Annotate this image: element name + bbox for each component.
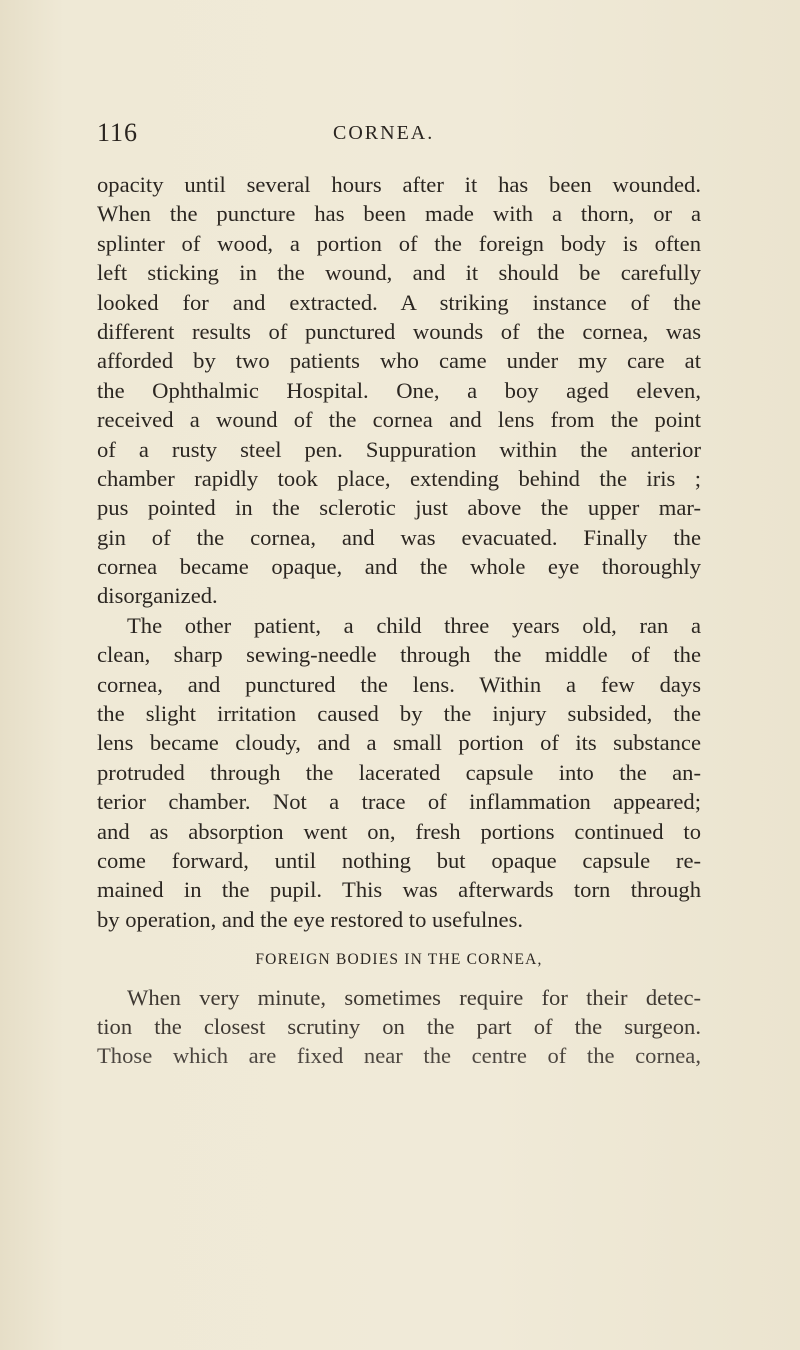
text-line: looked for and extracted. A striking instance of the bbox=[97, 289, 701, 315]
paragraph-1 bbox=[97, 170, 701, 611]
text-line: tion the closest scrutiny on the part of the surgeon. bbox=[97, 1013, 701, 1039]
text-line: The other patient, a child three years old, ran a bbox=[127, 612, 701, 638]
section-heading: FOREIGN BODIES IN THE CORNEA, bbox=[255, 951, 543, 969]
text-line: gin of the cornea, and was evacuated. Finally the bbox=[97, 524, 701, 550]
text-line: When very minute, sometimes require for their detec- bbox=[127, 984, 701, 1010]
text-line: terior chamber. Not a trace of inflammation appeared; bbox=[97, 789, 701, 815]
paragraph-2 bbox=[97, 611, 701, 934]
text-line: splinter of wood, a portion of the foreign body is often bbox=[97, 230, 701, 256]
text-line: afforded by two patients who came under my care at bbox=[97, 348, 701, 374]
text-line: cornea became opaque, and the whole eye thoroughly bbox=[97, 554, 701, 580]
text-line: and as absorption went on, fresh portions continued to bbox=[97, 818, 701, 844]
page-number: 116 bbox=[97, 118, 139, 147]
text-line: Those which are fixed near the centre of the cornea, bbox=[97, 1043, 701, 1069]
page-header bbox=[97, 118, 707, 158]
paragraph-3 bbox=[97, 983, 701, 1071]
text-line: received a wound of the cornea and lens from the point bbox=[97, 407, 701, 433]
text-line: pus pointed in the sclerotic just above the upper mar- bbox=[97, 495, 701, 521]
running-head: CORNEA. bbox=[333, 122, 435, 144]
text-line: protruded through the lacerated capsule into the an- bbox=[97, 759, 701, 785]
text-line: different results of punctured wounds of the cornea, was bbox=[97, 318, 701, 344]
body-text bbox=[97, 170, 701, 1071]
text-line: the slight irritation caused by the injury subsided, the bbox=[97, 701, 701, 727]
text-line: chamber rapidly took place, extending behind the iris ; bbox=[97, 465, 701, 491]
text-line: left sticking in the wound, and it should be carefully bbox=[97, 260, 701, 286]
text-line: lens became cloudy, and a small portion of its substance bbox=[97, 730, 701, 756]
text-line: mained in the pupil. This was afterwards torn through bbox=[97, 877, 701, 903]
text-line: When the puncture has been made with a thorn, or a bbox=[97, 201, 701, 227]
text-line: clean, sharp sewing-needle through the middle of the bbox=[97, 642, 701, 668]
text-line: of a rusty steel pen. Suppuration within the anterior bbox=[97, 436, 701, 462]
text-line: disorganized. bbox=[97, 583, 218, 609]
text-line: cornea, and punctured the lens. Within a few days bbox=[97, 671, 701, 697]
text-line: the Ophthalmic Hospital. One, a boy aged eleven, bbox=[97, 377, 701, 403]
text-line: come forward, until nothing but opaque capsule re- bbox=[97, 847, 701, 873]
text-line: opacity until several hours after it has been wounded. bbox=[97, 172, 701, 197]
text-line: by operation, and the eye restored to usefulnes. bbox=[97, 906, 524, 932]
